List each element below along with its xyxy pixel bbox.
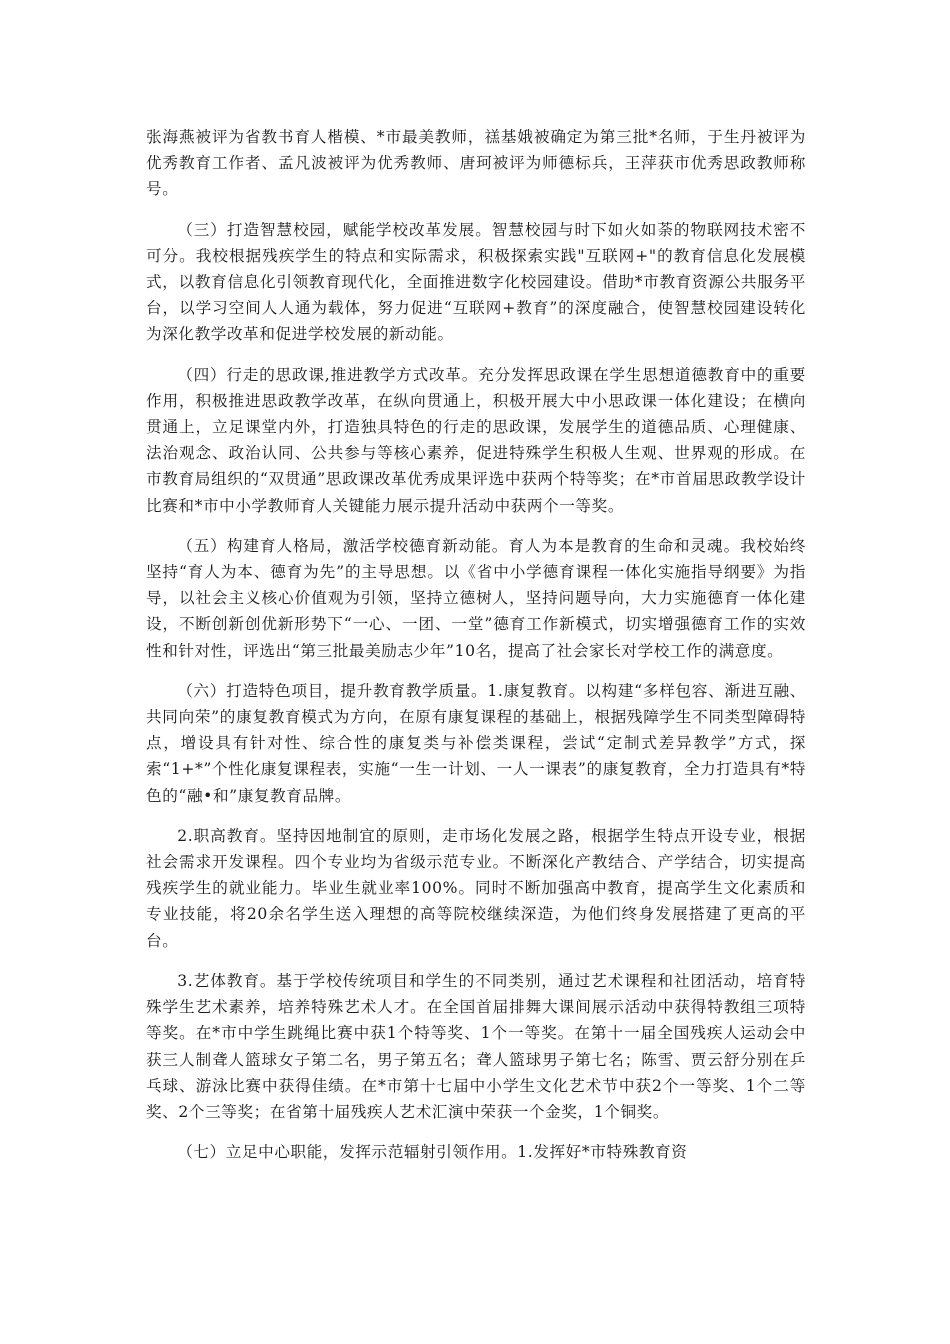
paragraph-special-projects-rehab: （六）打造特色项目，提升教育教学质量。1.康复教育。以构建“多样包容、渐进互融、共同向荣”的康复教育模式为方向，在原有康复课程的基础上，根据残障学生不同类型障碍特点，增设具有针对性、综合性的康复类与补偿类课程，尝试“定制式差异教学”方式，探索“1+*”个性化康复课程表，实施“一生一计划、一人一课表”的康复教育，全力打造具有*特色的“融•和”康复教育品牌。 — [146, 681, 806, 805]
paragraph-smart-campus: （三）打造智慧校园，赋能学校改革发展。智慧校园与时下如火如荼的物联网技术密不可分。我校根据残疾学生的特点和实际需求，积极探索实践"互联网+"的教育信息化发展模式，以教育信息化引领教育现代化，全面推进数字化校园建设。借助*市教育资源公共服务平台，以学习空间人人通为载体，努力促进“互联网+教育”的深度融合，使智慧校园建设转化为深化教学改革和促进学校发展的新动能。 — [146, 220, 806, 344]
paragraph-vocational-education: 2.职高教育。坚持因地制宜的原则，走市场化发展之路，根据学生特点开设专业，根据社会需求开发课程。四个专业均为省级示范专业。不断深化产教结合、产学结合，切实提高残疾学生的就业能力。毕业生就业率100%。同时不断加强高中教育，提高学生文化素质和专业技能，将20余名学生送入理想的高等院校继续深造，为他们终身发展搭建了更高的平台。 — [146, 826, 806, 950]
document-body — [146, 124, 806, 1179]
paragraph-moral-education: （五）构建育人格局，激活学校德育新动能。育人为本是教育的生命和灵魂。我校始终坚持“育人为本、德育为先”的主导思想。以《省中小学德育课程一体化实施指导纲要》为指导，以社会主义核心价值观为引领，坚持立德树人，坚持问题导向，大力实施德育一体化建设，不断创新创优新形势下“一心、一团、一堂”德育工作新模式，切实增强德育工作的实效性和针对性，评选出“第三批最美励志少年”10名，提高了社会家长对学校工作的满意度。 — [146, 536, 806, 660]
paragraph-center-function: （七）立足中心职能，发挥示范辐射引领作用。1.发挥好*市特殊教育资 — [177, 1143, 688, 1162]
paragraph-awards-continued: 张海燕被评为省教书育人楷模、*市最美教师，禚基娥被确定为第三批*名师，于生丹被评为优秀教育工作者、孟凡波被评为优秀教师、唐珂被评为师德标兵，王萍获市优秀思政教师称号。 — [146, 128, 806, 199]
paragraph-arts-sports: 3.艺体教育。基于学校传统项目和学生的不同类别，通过艺术课程和社团活动，培育特殊学生艺术素养，培养特殊艺术人才。在全国首届排舞大课间展示活动中获得特教组三项特等奖。在*市中学生跳绳比赛中获1个特等奖、1个一等奖。在第十一届全国残疾人运动会中获三人制聋人篮球女子第二名，男子第五名；聋人篮球男子第七名；陈雪、贾云舒分别在乒乓球、游泳比赛中获得佳绩。在*市第十七届中小学生文化艺术节中获2个一等奖、1个二等奖、2个三等奖；在省第十届残疾人艺术汇演中荣获一个金奖，1个铜奖。 — [146, 971, 806, 1121]
paragraph-ideology-course: （四）行走的思政课,推进教学方式改革。充分发挥思政课在学生思想道德教育中的重要作用，积极推进思政教学改革，在纵向贯通上，积极开展大中小思政课一体化建设；在横向贯通上，立足课堂内外，打造独具特色的行走的思政课，发展学生的道德品质、心理健康、法治观念、政治认同、公共参与等核心素养，促进特殊学生积极人生观、世界观的形成。在市教育局组织的“双贯通”思政课改革优秀成果评选中获两个特等奖；在*市首届思政教学设计比赛和*市中小学教师育人关键能力展示提升活动中获两个一等奖。 — [146, 365, 806, 515]
